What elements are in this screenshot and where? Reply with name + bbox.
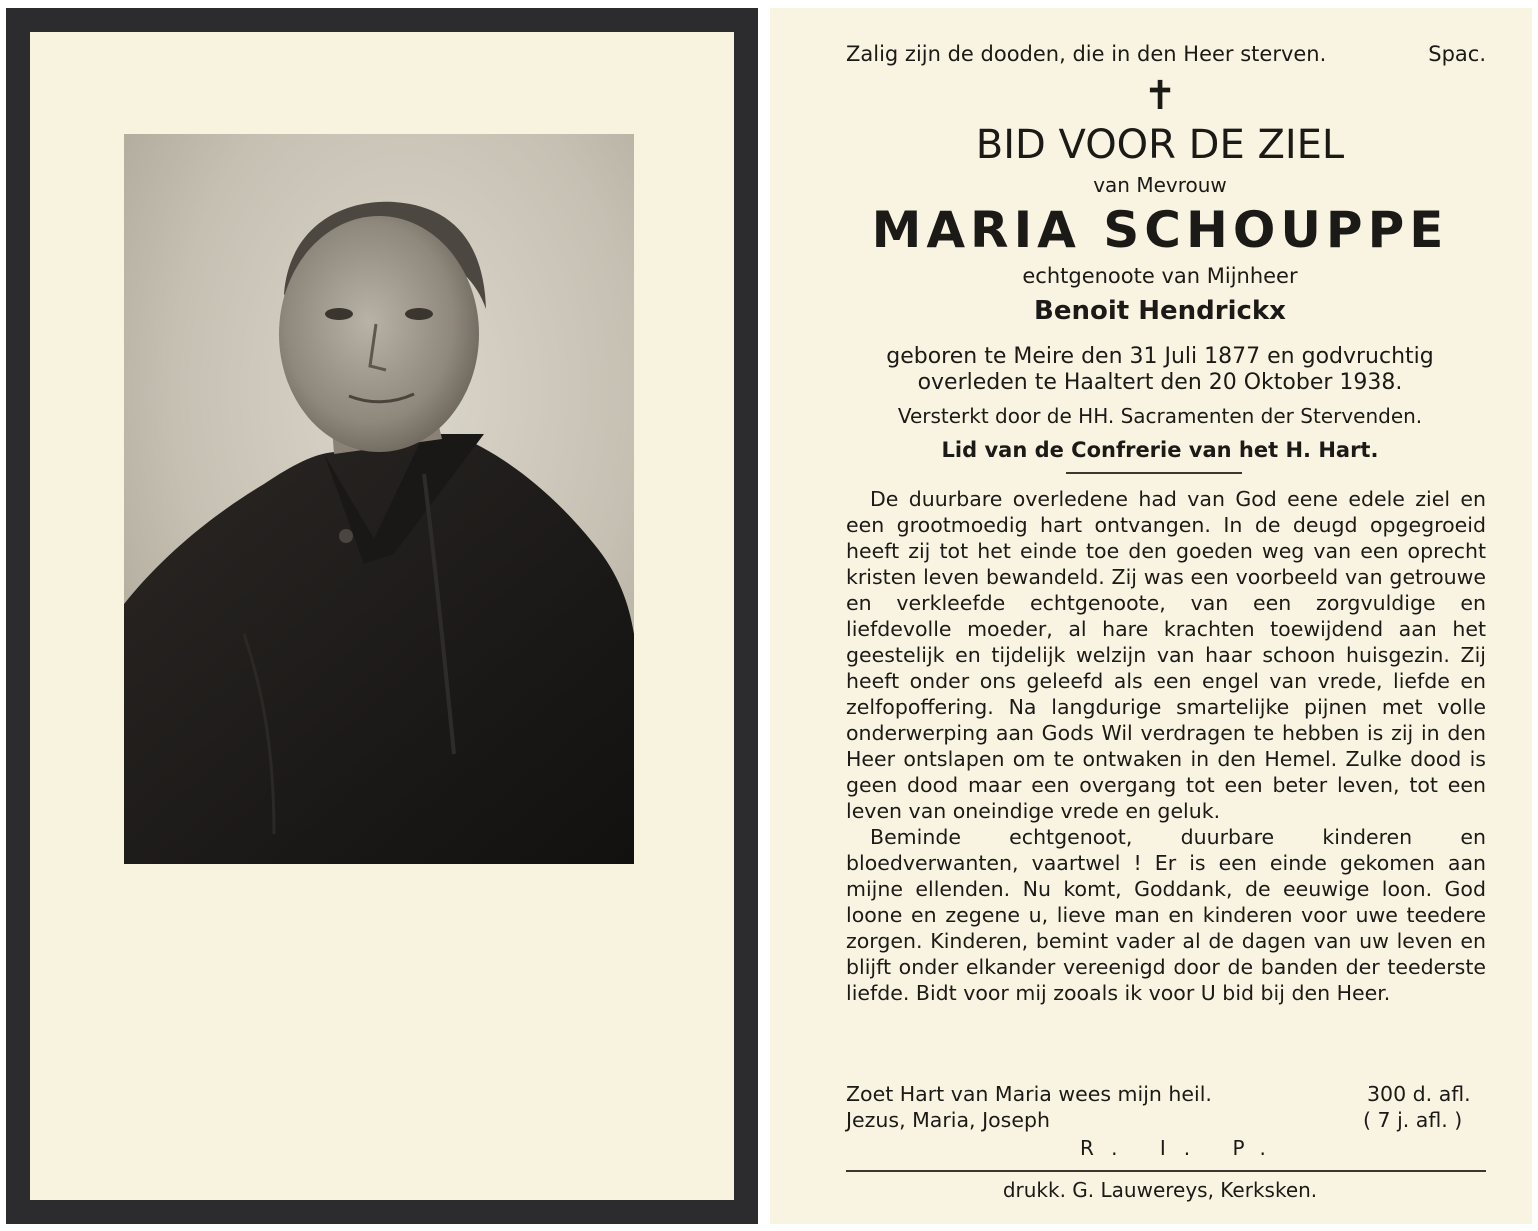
prayer-1-indulgence: 300 d. afl. [1367,1082,1471,1106]
divider-top [1066,472,1242,474]
photo-card-paper [30,32,734,1200]
membership-line: Lid van de Confrerie van het H. Hart. [941,438,1379,462]
eulogy-paragraph-2: Beminde echtgenoot, duurbare kinderen en bloedverwanten, vaartwel ! Er is een einde gekomen aan mijne ellenden. Nu komt, Goddank, de eeuwige loon. God loone en zegene u, lieve man en kinderen voor uwe teedere zorgen. Kinderen, bemint vader al de dagen van uw leven en blijft onder elkander vereenigd door de banden der teederste liefde. Bidt voor mij zooals ik voor U bid bij den Heer. [846,825,1486,1005]
van-mevrouw: van Mevrouw [1093,173,1227,197]
deceased-name: MARIA SCHOUPPE [871,201,1449,259]
prayer-2-indulgence: ( 7 j. afl. ) [1363,1108,1463,1132]
portrait-photo [124,134,634,864]
photo-card [6,8,758,1224]
motto-verse: Zalig zijn de dooden, die in den Heer sterven. [846,42,1327,66]
motto-source: Spac. [1428,42,1486,66]
prayer-2: Jezus, Maria, Joseph [846,1108,1050,1132]
cross-icon: ✝ [1143,73,1177,119]
divider-bottom [846,1170,1486,1172]
right-eye [405,308,433,320]
death-line: overleden te Haaltert den 20 Oktober 1938. [917,370,1403,395]
rip-line: R. I. P. [1080,1136,1284,1160]
prayer-1: Zoet Hart van Maria wees mijn heil. [846,1082,1212,1106]
spouse-intro: echtgenoote van Mijnheer [1022,264,1298,288]
printer-line: drukk. G. Lauwereys, Kerksken. [1002,1178,1318,1202]
sacraments-line: Versterkt door de HH. Sacramenten der Stervenden. [897,404,1423,428]
left-eye [325,308,353,320]
spouse-name: Benoit Hendrickx [1034,296,1286,326]
heading: BID VOOR DE ZIEL [975,122,1345,168]
eulogy-paragraph-1: De duurbare overledene had van God eene edele ziel en een grootmoedig hart ontvangen. In de deugd opgegroeid heeft zij tot het einde toe den goeden weg van een oprecht kristen leven bewandeld. Zij was een voorbeeld van getrouwe en verkleefde echtgenoote, van een zorgvuldige en liefdevolle moeder, al hare krachten toewijdend aan het geestelijk en tijdelijk welzijn van haar schoon huisgezin. Zij heeft onder ons geleefd als een engel van vrede, liefde en zelfopoffering. Na langdurige smartelijke pijnen met volle onderwerping aan Gods Wil verdragen te hebben is zij in den Heer ontslapen om te ontwaken in den Hemel. Zulke dood is geen dood maar een overgang tot een beter leven, tot een leven van oneindige vrede en geluk. [846,487,1486,823]
face-shape [279,216,479,452]
birth-line: geboren te Meire den 31 Juli 1877 en godvruchtig [886,344,1434,369]
eulogy-body [846,486,1486,1006]
text-card [770,8,1532,1224]
coat-button [339,529,353,543]
